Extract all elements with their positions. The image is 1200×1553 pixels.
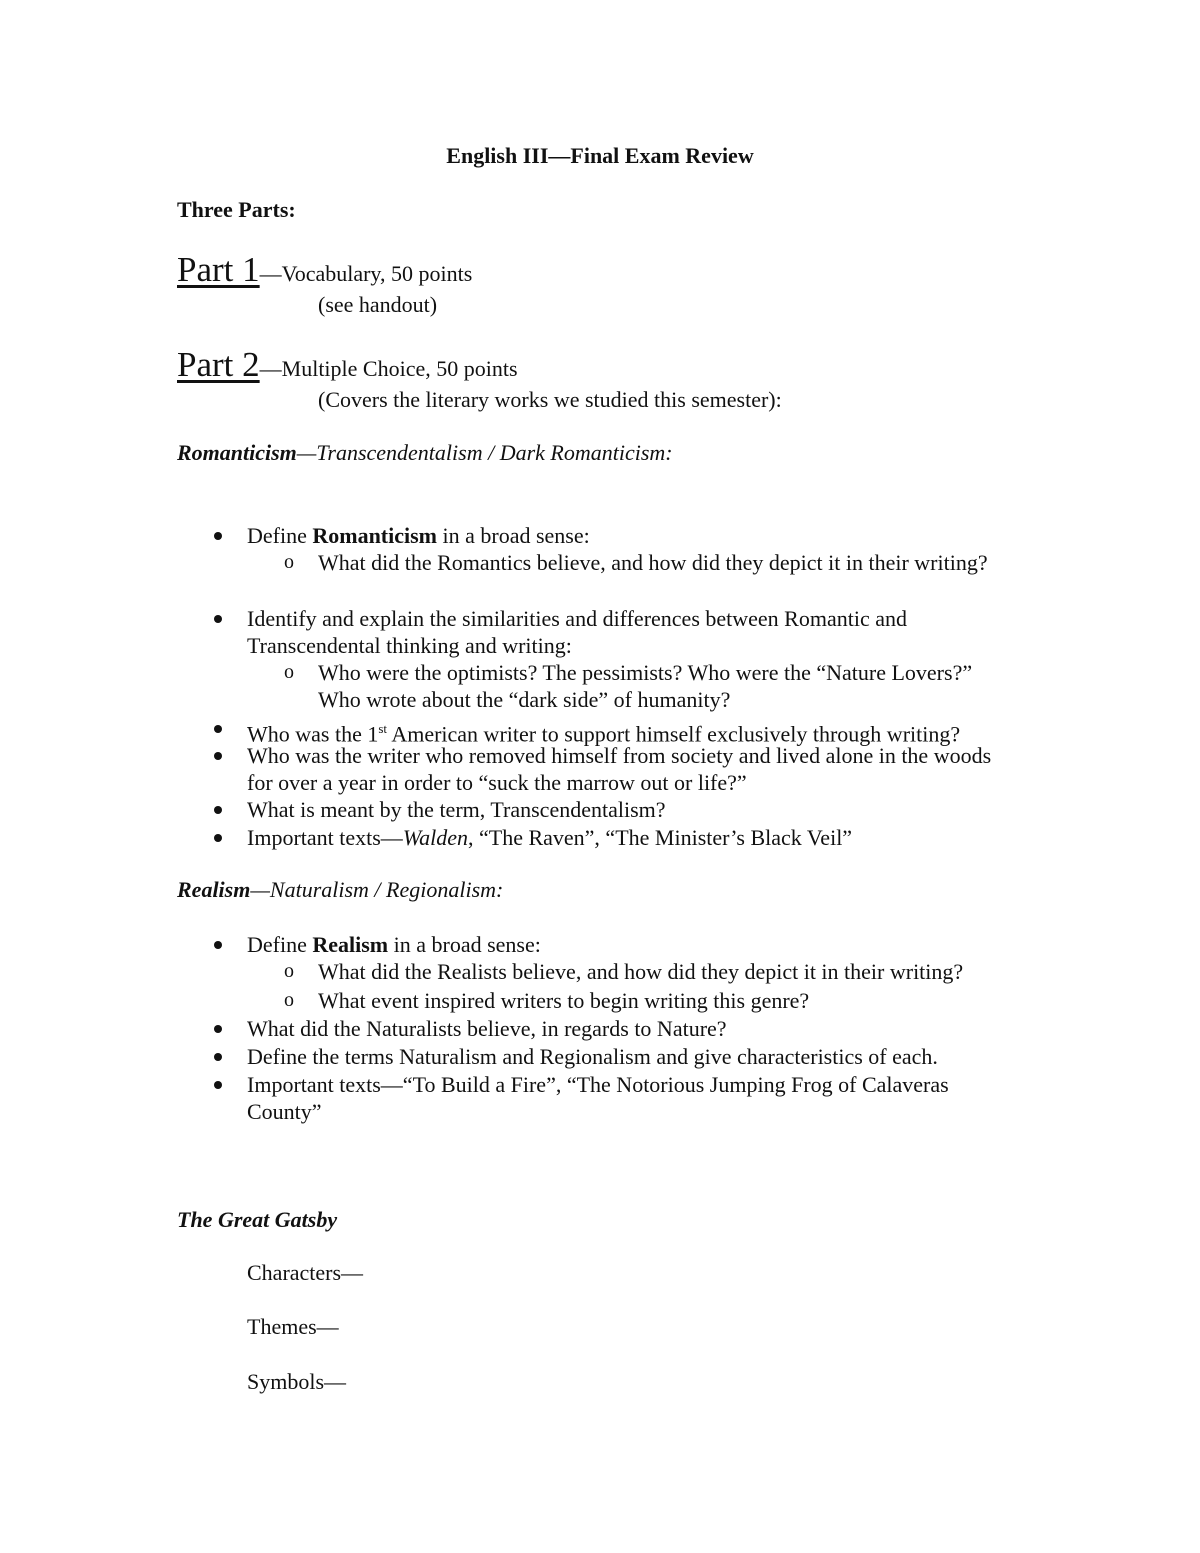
list-item-text: in a broad sense: bbox=[437, 523, 590, 548]
list-item: Important texts—“To Build a Fire”, “The Notorious Jumping Frog of Calaveras County” bbox=[247, 1071, 1007, 1125]
three-parts-heading: Three Parts: bbox=[177, 197, 296, 222]
document-title: English III—Final Exam Review bbox=[446, 143, 754, 168]
gatsby-characters: Characters— bbox=[247, 1260, 364, 1285]
part2-heading bbox=[177, 345, 518, 385]
sub-list-item: o What did the Realists believe, and how did they depict it in their writing? bbox=[318, 958, 1018, 985]
list-item: Define the terms Naturalism and Regionalism and give characteristics of each. bbox=[247, 1043, 1027, 1070]
sub-list-item: o What did the Romantics believe, and how did they depict it in their writing? bbox=[318, 549, 1018, 576]
superscript: st bbox=[378, 721, 388, 736]
sub-list-item: o What event inspired writers to begin writing this genre? bbox=[318, 987, 1018, 1014]
realism-heading-bold: Realism bbox=[177, 877, 251, 902]
list-item-text: Who was the 1 bbox=[247, 721, 379, 747]
gatsby-heading: The Great Gatsby bbox=[177, 1207, 338, 1232]
part1-desc: —Vocabulary, 50 points bbox=[259, 261, 473, 286]
gatsby-themes: Themes— bbox=[247, 1314, 339, 1339]
part1-label: Part 1 bbox=[177, 250, 260, 289]
list-item: What did the Naturalists believe, in regards to Nature? bbox=[247, 1015, 1027, 1042]
list-item bbox=[247, 522, 1027, 549]
list-item-text: Define bbox=[247, 523, 313, 548]
part2-note: (Covers the literary works we studied this semester): bbox=[318, 387, 782, 412]
list-item-text: American writer to support himself exclusively through writing? bbox=[387, 721, 961, 747]
part2-label: Part 2 bbox=[177, 345, 260, 384]
part1-note: (see handout) bbox=[318, 292, 438, 317]
romanticism-heading-bold: Romanticism bbox=[177, 440, 297, 465]
list-item-text: , “The Raven”, “The Minister’s Black Veil” bbox=[468, 825, 853, 850]
list-item-italic: Walden bbox=[402, 825, 468, 850]
list-item-bold: Romanticism bbox=[312, 523, 438, 548]
gatsby-symbols: Symbols— bbox=[247, 1369, 347, 1394]
list-item-text: Important texts— bbox=[247, 825, 403, 850]
realism-heading bbox=[177, 877, 503, 903]
list-item: What is meant by the term, Transcendentalism? bbox=[247, 796, 1027, 823]
realism-heading-rest: —Naturalism / Regionalism: bbox=[250, 877, 504, 902]
list-item-text: in a broad sense: bbox=[388, 932, 541, 957]
list-item bbox=[247, 931, 1027, 958]
list-item: Who was the writer who removed himself from society and lived alone in the woods for over a year in order to “suck the marrow out or life?” bbox=[247, 742, 997, 796]
list-item bbox=[247, 824, 1027, 851]
romanticism-heading bbox=[177, 440, 673, 466]
list-item-bold: Realism bbox=[312, 932, 389, 957]
sub-list-item: o Who were the optimists? The pessimists? Who were the “Nature Lovers?” Who wrote about the “dark side” of humanity? bbox=[318, 659, 978, 713]
part2-desc: —Multiple Choice, 50 points bbox=[259, 356, 518, 381]
part1-heading bbox=[177, 250, 472, 290]
list-item-text: Define bbox=[247, 932, 313, 957]
list-item: Identify and explain the similarities and differences between Romantic and Transcendental thinking and writing: bbox=[247, 605, 1027, 659]
romanticism-heading-rest: —Transcendentalism / Dark Romanticism: bbox=[296, 440, 673, 465]
